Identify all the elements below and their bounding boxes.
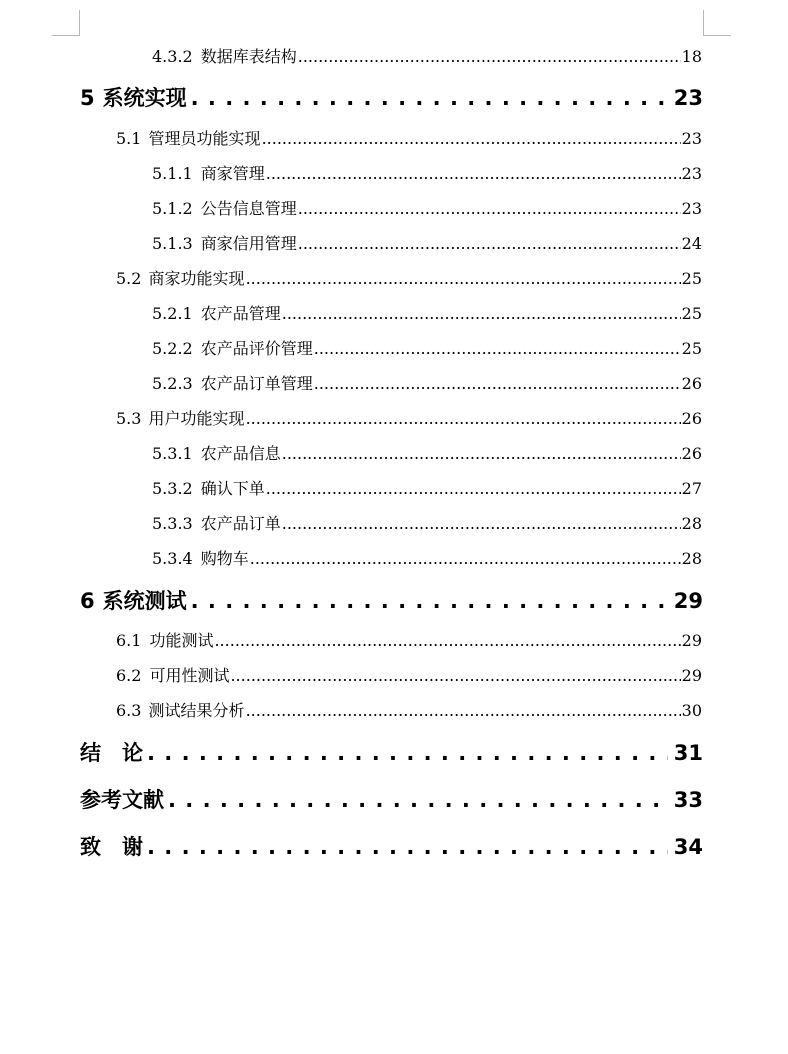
dot-leader [282,304,681,323]
toc-entry-label: 4.3.2 数据库表结构 [152,47,297,66]
toc-entry-label: 5.1.1 商家管理 [152,164,265,183]
toc-page-number: 23 [681,164,702,183]
dot-leader [191,86,668,110]
toc-entry-5-3-2[interactable] [152,476,702,498]
toc-acknowledgements[interactable] [80,831,703,861]
toc-entry-label: 5.1.2 公告信息管理 [152,199,297,218]
toc-page-number: 26 [681,444,702,463]
toc-entry-5-2-1[interactable] [152,301,702,323]
toc-page-number: 29 [681,666,702,685]
toc-entry-label: 5.3.2 确认下单 [152,479,265,498]
crop-mark-top-left [52,10,80,36]
toc-section-6-1[interactable] [116,628,702,650]
toc-page-number: 34 [673,835,703,859]
toc-page-number: 27 [681,479,702,498]
dot-leader [246,269,681,288]
toc-page-number: 25 [681,304,702,323]
toc-entry-label: 5.1.3 商家信用管理 [152,234,297,253]
dot-leader [230,666,680,685]
toc-section-5-3[interactable] [116,406,702,428]
dot-leader [191,589,668,613]
dot-leader [266,164,681,183]
toc-page-number: 28 [681,549,702,568]
toc-chapter-6[interactable] [80,585,703,615]
toc-entry-label: 6.2 可用性测试 [116,666,230,685]
toc-conclusion[interactable] [80,737,703,767]
dot-leader [262,129,681,148]
toc-page-number: 29 [681,631,702,650]
toc-entry-label: 5.2 商家功能实现 [116,269,245,288]
toc-section-5-1[interactable] [116,126,702,148]
dot-leader [147,835,668,859]
toc-entry-label: 5.2.2 农产品评价管理 [152,339,313,358]
toc-entry-label: 5.3.3 农产品订单 [152,514,281,533]
dot-leader [314,339,681,358]
dot-leader [314,374,681,393]
dot-leader [298,199,681,218]
toc-entry-5-2-3[interactable] [152,371,702,393]
toc-entry-label: 5.2.1 农产品管理 [152,304,281,323]
toc-page-number: 24 [681,234,702,253]
toc-page-number: 28 [681,514,702,533]
toc-section-5-2[interactable] [116,266,702,288]
toc-page-number: 26 [681,374,702,393]
dot-leader [250,549,681,568]
toc-section-6-2[interactable] [116,663,702,685]
toc-entry-label: 6.3 测试结果分析 [116,701,245,720]
toc-page-number: 23 [681,199,702,218]
toc-page-number: 23 [681,129,702,148]
toc-entry-label: 6 系统测试 [80,589,187,613]
toc-page-number: 26 [681,409,702,428]
toc-entry-label: 5.2.3 农产品订单管理 [152,374,313,393]
dot-leader [266,479,681,498]
toc-page-number: 18 [681,47,702,66]
toc-entry-label: 参考文献 [80,788,164,812]
toc-entry-label: 致 谢 [80,835,143,859]
toc-entry-5-1-2[interactable] [152,196,702,218]
dot-leader [246,409,681,428]
toc-entry-label: 5 系统实现 [80,86,187,110]
toc-references[interactable] [80,784,703,814]
toc-entry-label: 5.3.1 农产品信息 [152,444,281,463]
dot-leader [168,788,668,812]
toc-entry-5-3-3[interactable] [152,511,702,533]
toc-page-number: 23 [673,86,703,110]
toc-entry-label: 结 论 [80,741,143,765]
toc-page-number: 31 [673,741,703,765]
toc-page-number: 29 [673,589,703,613]
toc-section-6-3[interactable] [116,698,702,720]
toc-entry-5-3-1[interactable] [152,441,702,463]
dot-leader [282,444,681,463]
toc-entry-label: 5.1 管理员功能实现 [116,129,261,148]
toc-entry-5-1-1[interactable] [152,161,702,183]
toc-entry-4-3-2[interactable] [152,44,702,66]
toc-entry-label: 6.1 功能测试 [116,631,214,650]
dot-leader [282,514,681,533]
dot-leader [214,631,680,650]
toc-entry-5-1-3[interactable] [152,231,702,253]
toc-page-number: 33 [673,788,703,812]
dot-leader [298,47,681,66]
toc-entry-5-3-4[interactable] [152,546,702,568]
dot-leader [298,234,681,253]
dot-leader [147,741,668,765]
toc-page-number: 25 [681,269,702,288]
toc-page-number: 25 [681,339,702,358]
toc-entry-label: 5.3.4 购物车 [152,549,249,568]
toc-page-number: 30 [681,701,702,720]
crop-mark-top-right [703,10,731,36]
toc-entry-label: 5.3 用户功能实现 [116,409,245,428]
dot-leader [246,701,681,720]
toc-chapter-5[interactable] [80,82,703,112]
toc-entry-5-2-2[interactable] [152,336,702,358]
